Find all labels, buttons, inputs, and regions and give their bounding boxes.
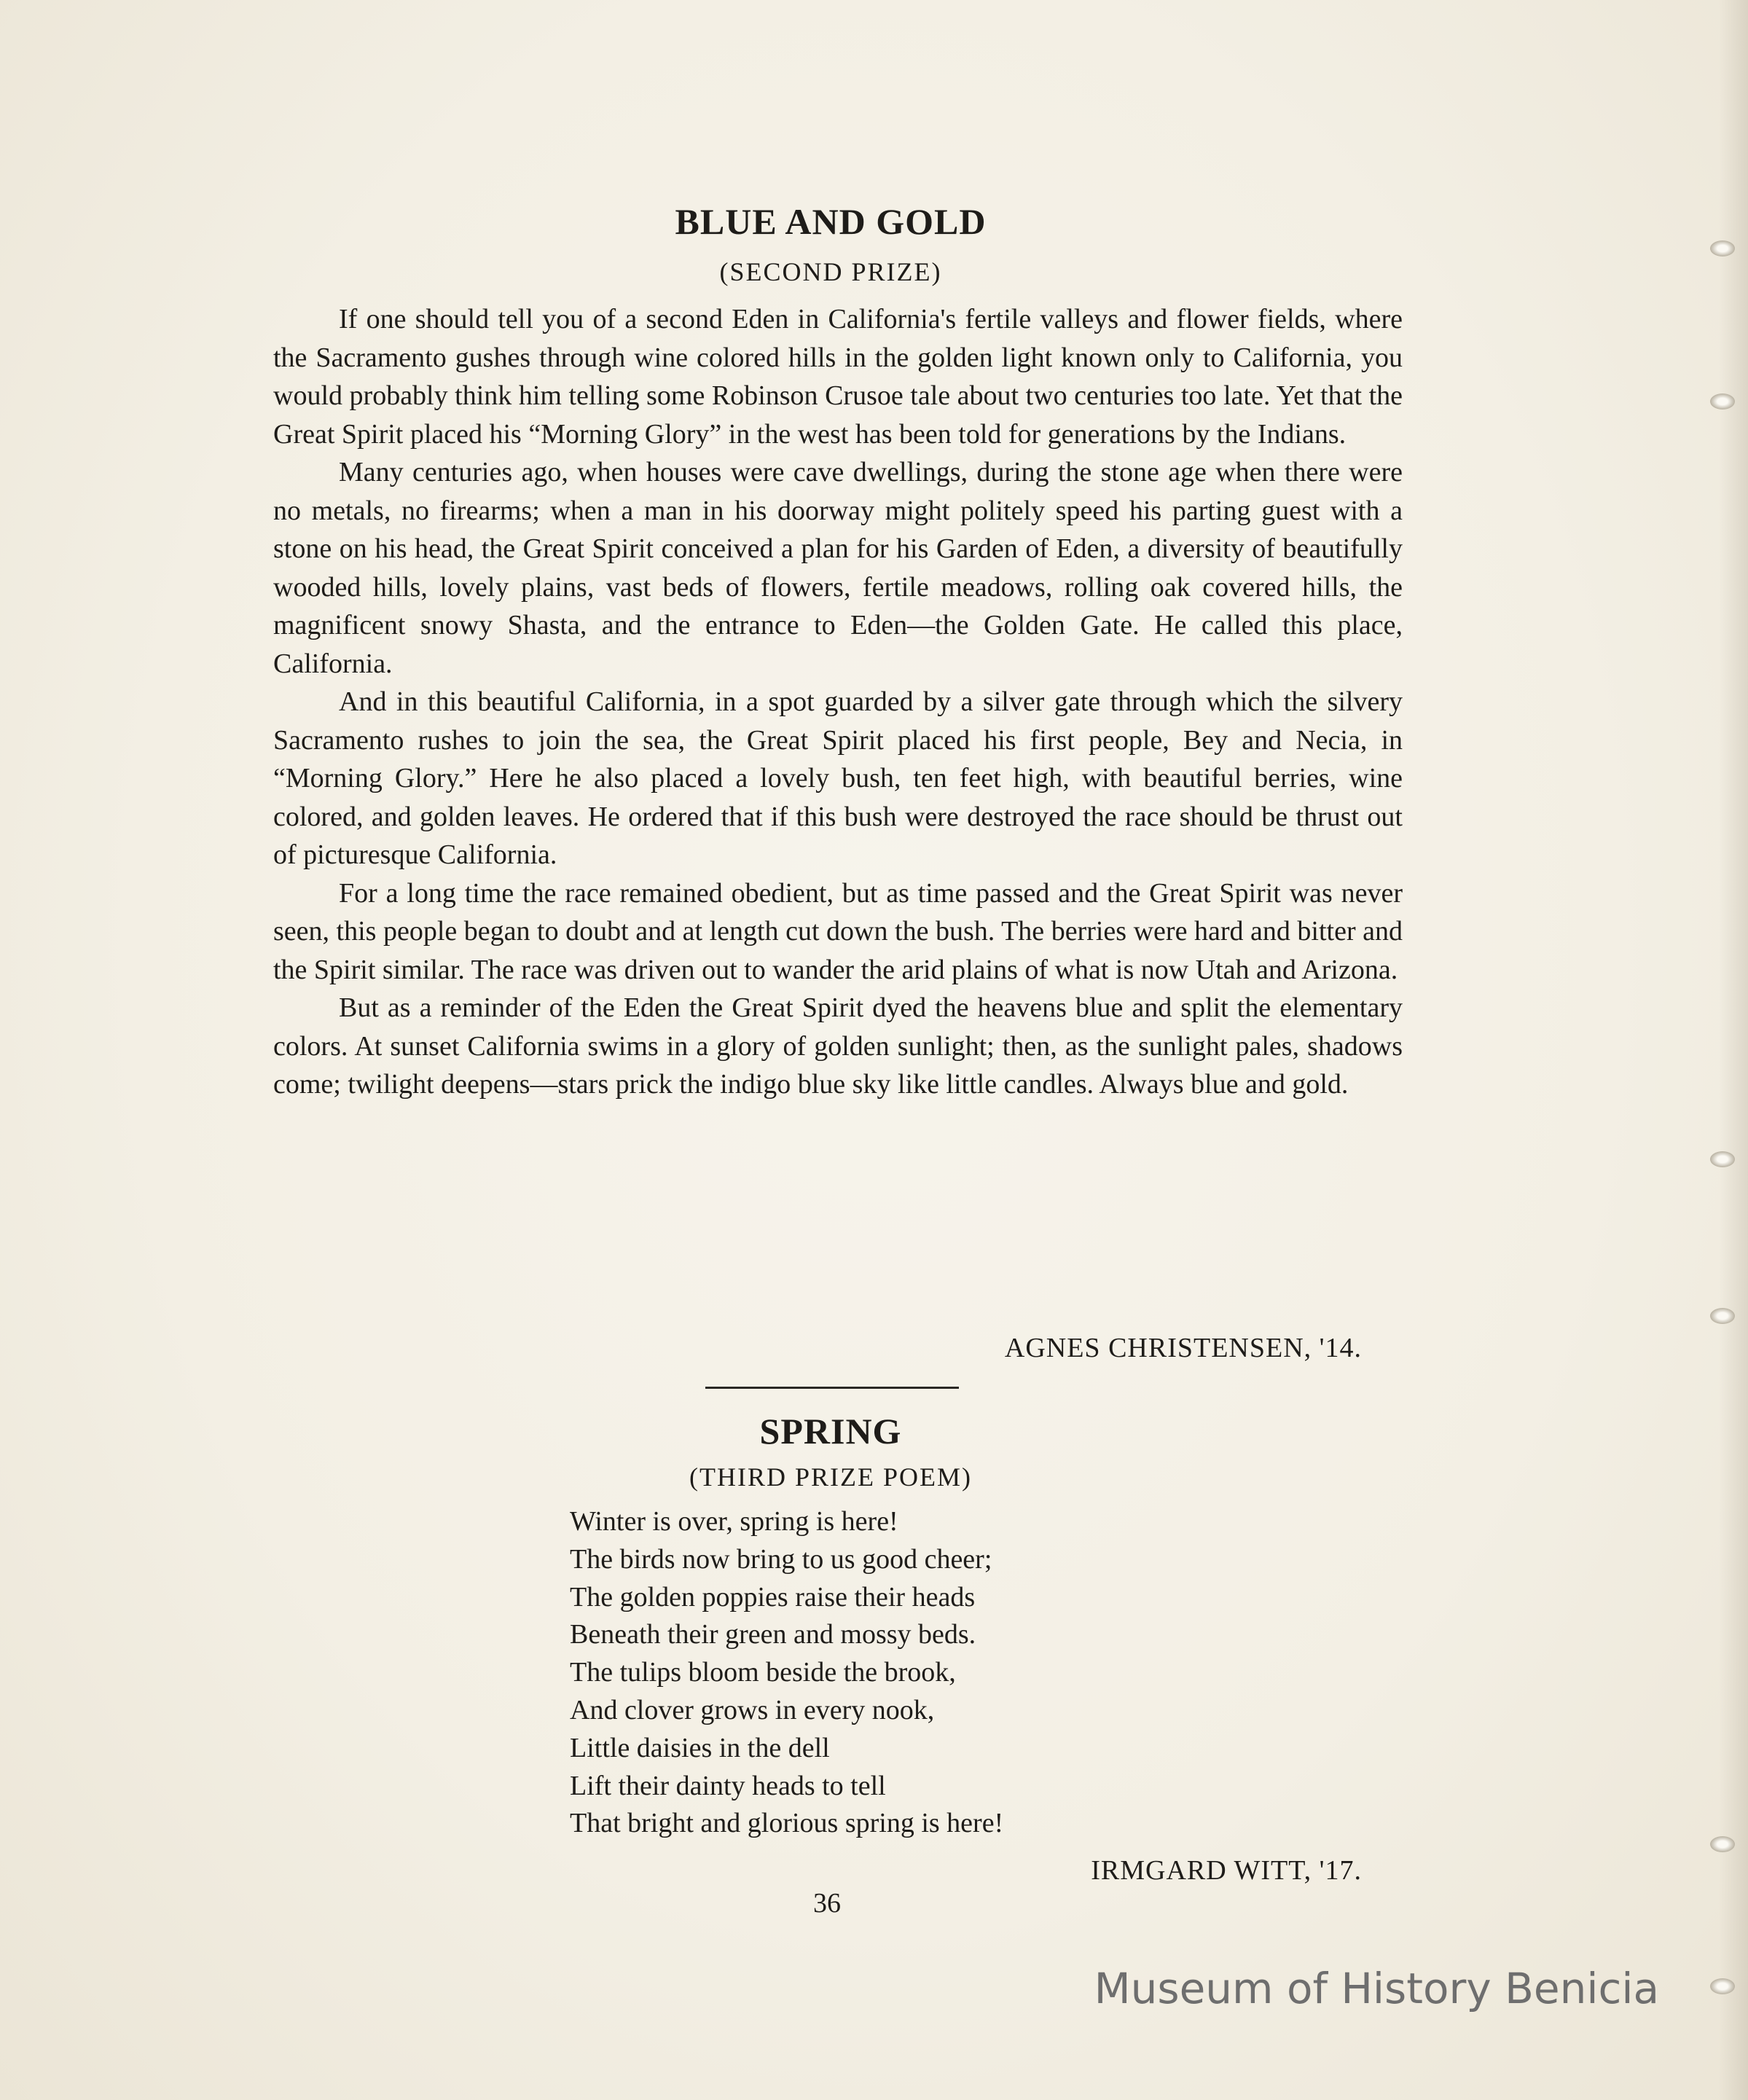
binding-hole [1710,1308,1735,1324]
section-divider [705,1387,959,1389]
poem-line: Little daisies in the dell [570,1732,830,1763]
binding-hole [1710,393,1735,410]
article-title-spring: SPRING [759,1411,902,1451]
paragraph: Many centuries ago, when houses were cave dwellings, during the stone age when there were no metals, no firearms; when a man in his doorway might politely speed his parting guest with a stone on his head, the Great Spirit conceived a plan for his Garden of Eden, a diversity of beautifully wooded hills, lovely plains, vast beds of flowers, fertile meadows, rolling oak covered hills, the magnificent snowy Shasta, and the entrance to Eden—the Golden Gate. He called this place, California. [273,457,1403,679]
binding-hole [1710,1978,1735,1994]
author-signature-agnes: AGNES CHRISTENSEN, '14. [1004,1333,1362,1363]
binding-hole [1710,1151,1735,1167]
poem-line: Lift their dainty heads to tell [570,1770,886,1801]
binding-hole [1710,1836,1735,1852]
paragraph: For a long time the race remained obedient, but as time passed and the Great Spirit was never seen, this people began to doubt and at length cut down the bush. The berries were hard and bitter and the Spirit similar. The race was driven out to wander the arid plains of what is now Utah and Arizona. [273,877,1403,985]
poem-body-spring [570,1503,1003,1843]
article-title-blue-and-gold: BLUE AND GOLD [675,201,987,242]
poem-line: Winter is over, spring is here! [570,1506,898,1537]
poem-line: The birds now bring to us good cheer; [570,1543,992,1575]
article-body-blue-and-gold [273,300,1403,1104]
article-subtitle-third-prize-poem: (THIRD PRIZE POEM) [689,1462,972,1492]
paragraph: But as a reminder of the Eden the Great Spirit dyed the heavens blue and split the elementary colors. At sunset California swims in a glory of golden sunlight; then, as the sunlight pales, shadows come; twilight deepens—stars prick the indigo blue sky like little candles. Always blue and gold. [273,992,1403,1100]
paragraph: And in this beautiful California, in a spot guarded by a silver gate through which the silvery Sacramento rushes to join the sea, the Great Spirit placed his first people, Bey and Necia, in “Morning Glory.” Here he also placed a lovely bush, ten feet high, with beautiful berries, wine colored, and golden leaves. He ordered that if this bush were destroyed the race should be thrust out of picturesque California. [273,686,1403,870]
page-edge-shadow [1719,0,1748,2100]
poem-line: And clover grows in every nook, [570,1694,935,1725]
watermark-text: Museum of History Benicia [1094,1964,1659,2013]
binding-hole [1710,240,1735,256]
author-signature-irmgard: IRMGARD WITT, '17. [1091,1855,1362,1886]
poem-line: The golden poppies raise their heads [570,1581,976,1613]
article-subtitle-second-prize: (SECOND PRIZE) [719,257,942,286]
paragraph: If one should tell you of a second Eden in California's fertile valleys and flower fields, where the Sacramento gushes through wine colored hills in the golden light known only to California, you would probably think him telling some Robinson Crusoe tale about two centuries too late. Yet that the Great Spirit placed his “Morning Glory” in the west has been told for generations by the Indians. [273,304,1403,450]
poem-line: The tulips bloom beside the brook, [570,1657,956,1688]
poem-line: That bright and glorious spring is here! [570,1808,1004,1839]
poem-line: Beneath their green and mossy beds. [570,1619,976,1650]
page-number: 36 [813,1888,841,1919]
